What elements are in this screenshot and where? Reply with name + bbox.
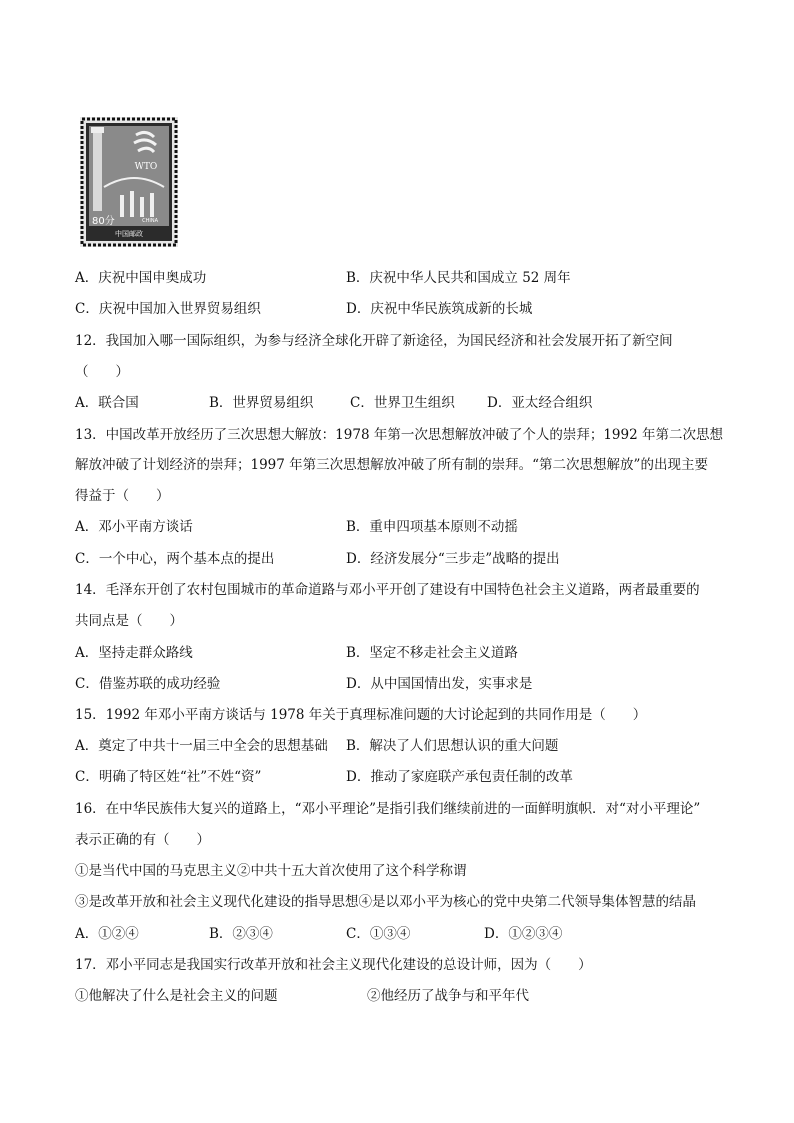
q13-option-d: D．经济发展分“三步走”战略的提出: [346, 551, 560, 567]
q12-option-b: B．世界贸易组织: [209, 395, 314, 411]
q12-option-a: A．联合国: [75, 395, 139, 411]
q16-stem-line2: 表示正确的有（ ）: [75, 832, 210, 848]
q13-stem-line3: 得益于（ ）: [75, 488, 170, 504]
q16-stem-line1: 16．在中华民族伟大复兴的道路上，“邓小平理论”是指引我们继续前进的一面鲜明旗帜．对“对小平理论”: [75, 801, 701, 817]
q17-statement-1: ①他解决了什么是社会主义的问题: [75, 988, 278, 1004]
q13-option-c: C．一个中心，两个基本点的提出: [75, 551, 275, 567]
q15-option-d: D．推动了家庭联产承包责任制的改革: [346, 769, 573, 785]
stamp-wto-label: WTO: [134, 162, 158, 172]
q17-stem: 17．邓小平同志是我国实行改革开放和社会主义现代化建设的总设计师，因为（ ）: [75, 957, 592, 973]
q13-stem-line1: 13．中国改革开放经历了三次思想大解放：1978 年第一次思想解放冲破了个人的崇拜；1992 年第二次思想: [75, 427, 723, 443]
stamp-country-cn: 中国邮政: [115, 230, 143, 238]
q12-option-c: C．世界卫生组织: [350, 395, 455, 411]
q11-option-c: C．庆祝中国加入世界贸易组织: [75, 301, 261, 317]
q11-option-d: D．庆祝中华民族筑成新的长城: [346, 301, 533, 317]
q13-option-b: B．重申四项基本原则不动摇: [346, 519, 518, 535]
q14-option-a: A．坚持走群众路线: [75, 645, 193, 661]
q16-option-b: B．②③④: [209, 926, 273, 942]
q14-stem-line2: 共同点是（ ）: [75, 613, 183, 629]
wto-stamp-image: [80, 117, 178, 247]
q15-option-c: C．明确了特区姓“社”不姓“资”: [75, 769, 262, 785]
q14-option-c: C．借鉴苏联的成功经验: [75, 676, 221, 692]
q13-stem-line2: 解放冲破了计划经济的崇拜；1997 年第三次思想解放冲破了所有制的崇拜。“第二次思想解放”的出现主要: [75, 457, 708, 473]
q15-stem: 15．1992 年邓小平南方谈话与 1978 年关于真理标准问题的大讨论起到的共同作用是（ ）: [75, 707, 647, 723]
q11-option-b: B．庆祝中华人民共和国成立 52 周年: [346, 270, 571, 286]
q16-statement-line2: ③是改革开放和社会主义现代化建设的指导思想④是以邓小平为核心的党中央第二代领导集体智慧的结晶: [75, 894, 696, 910]
q12-option-d: D．亚太经合组织: [487, 395, 593, 411]
q11-option-a: A．庆祝中国申奥成功: [75, 270, 207, 286]
q16-option-c: C．①③④: [346, 926, 411, 942]
q15-option-a: A．奠定了中共十一届三中全会的思想基础: [75, 738, 328, 754]
q14-option-d: D．从中国国情出发，实事求是: [346, 676, 533, 692]
q14-option-b: B．坚定不移走社会主义道路: [346, 645, 518, 661]
q12-stem-line1: 12．我国加入哪一国际组织，为参与经济全球化开辟了新途径，为国民经济和社会发展开拓了新空间: [75, 333, 673, 349]
q15-option-b: B．解决了人们思想认识的重大问题: [346, 738, 559, 754]
q17-statement-2: ②他经历了战争与和平年代: [367, 988, 529, 1004]
q14-stem-line1: 14．毛泽东开创了农村包围城市的革命道路与邓小平开创了建设有中国特色社会主义道路，两者最重要的: [75, 582, 700, 598]
q16-option-d: D．①②③④: [484, 926, 563, 942]
stamp-value: 80分: [92, 216, 115, 227]
q16-statement-line1: ①是当代中国的马克思主义②中共十五大首次使用了这个科学称谓: [75, 863, 467, 879]
stamp-country-en: CHINA: [142, 218, 158, 224]
q12-stem-line2: （ ）: [75, 364, 129, 380]
q16-option-a: A．①②④: [75, 926, 139, 942]
q13-option-a: A．邓小平南方谈话: [75, 519, 193, 535]
